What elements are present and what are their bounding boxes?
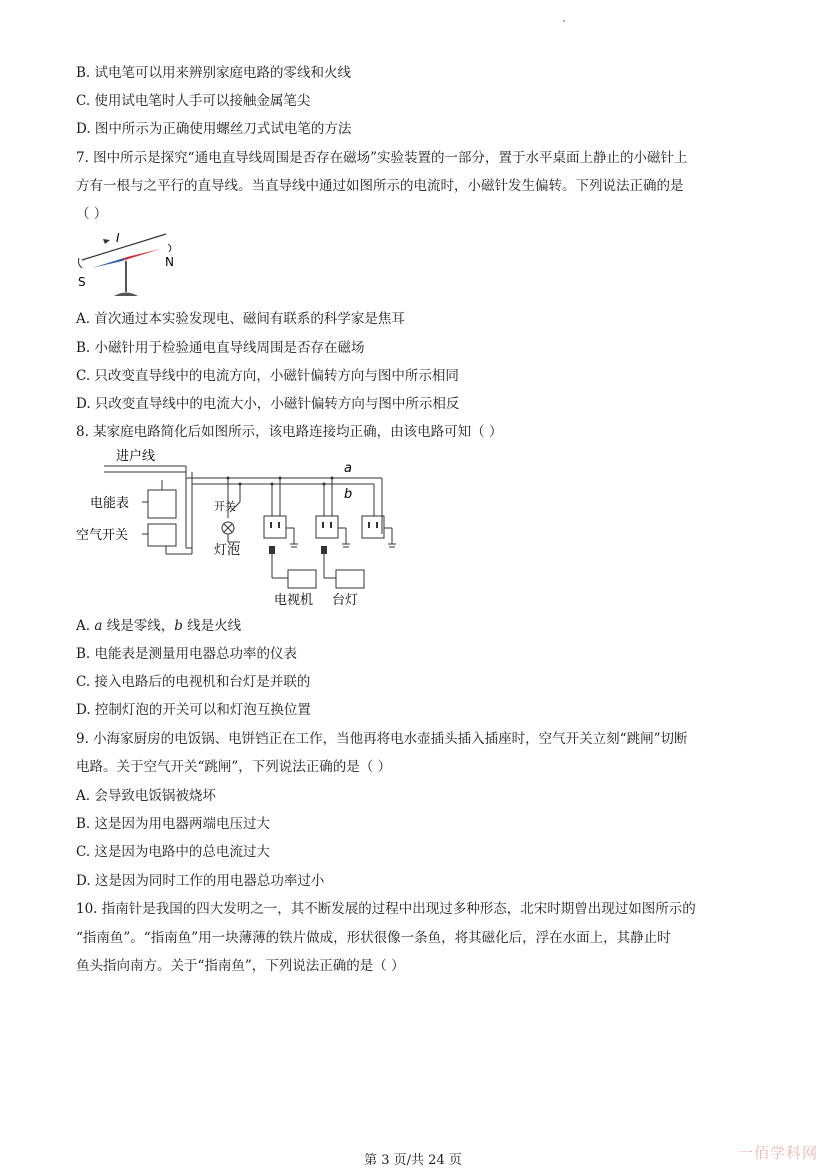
q7-option-c: C. 只改变直导线中的电流方向，小磁针偏转方向与图中所示相同 (76, 368, 459, 384)
q9-option-a: A. 会导致电饭锅被烧坏 (76, 788, 216, 804)
q7-compass-figure (70, 226, 190, 300)
bulb-label: 灯泡 (214, 543, 241, 558)
q8-option-a-suffix: 线是火线 (182, 618, 242, 634)
q10-stem-line3: 鱼头指向南方。关于“指南鱼”，下列说法正确的是（ ） (76, 958, 405, 974)
tv-box (288, 570, 316, 588)
switch-label: 开关 (214, 500, 236, 513)
q7-answer-blank: （ ） (76, 206, 108, 222)
q9-option-c: C. 这是因为电路中的总电流过大 (76, 844, 270, 860)
watermark: 一佰学科网 (737, 1144, 818, 1162)
q10-stem-line2: “指南鱼”。“指南鱼”用一块薄薄的铁片做成，形状很像一条鱼，将其磁化后，浮在水面上，其静止时 (76, 930, 671, 946)
q9-option-d: D. 这是因为同时工作的用电器总功率过小 (76, 873, 325, 889)
q7-option-b: B. 小磁针用于检验通电直导线周围是否存在磁场 (76, 340, 365, 356)
q9-stem-line1: 9. 小海家厨房的电饭锅、电饼铛正在工作，当他再将电水壶插头插入插座时，空气开关立刻“跳闸”切断 (76, 731, 688, 747)
q8-option-a (76, 617, 241, 635)
lamp-box (336, 570, 364, 588)
current-arrow (103, 239, 110, 244)
needle-south-half (92, 257, 127, 268)
socket-1 (264, 516, 286, 538)
south-rotation-arrow (78, 258, 82, 268)
q8-option-b: B. 电能表是测量用电器总功率的仪表 (76, 646, 298, 662)
meter-box (148, 490, 176, 518)
q10-stem-line1: 10. 指南针是我国的四大发明之一，其不断发展的过程中出现过多种形态，北宋时期曾出现过如图所示的 (76, 901, 696, 917)
q8-option-a-prefix: A. (76, 618, 95, 634)
q8-option-a-var-b: b (174, 618, 183, 634)
needle-north-half (122, 249, 160, 261)
north-label: N (165, 255, 174, 269)
incoming-line-label: 进户线 (116, 449, 156, 464)
meter-label: 电能表 (90, 496, 130, 511)
q7-option-d: D. 只改变直导线中的电流大小，小磁针偏转方向与图中所示相反 (76, 396, 460, 412)
straight-wire (82, 234, 166, 260)
q7-option-a: A. 首次通过本实验发现电、磁间有联系的科学家是焦耳 (76, 311, 405, 327)
scan-dot (563, 20, 565, 22)
needle-base (114, 293, 138, 297)
page-footer: 第 3 页/共 24 页 (364, 1153, 462, 1168)
lamp-label: 台灯 (332, 593, 359, 608)
north-rotation-arrow (168, 244, 171, 252)
q9-stem-line2: 电路。关于空气开关“跳闸”，下列说法正确的是（ ） (76, 759, 392, 775)
socket-2 (316, 516, 338, 538)
q7-stem-line1: 7. 图中所示是探究“通电直导线周围是否存在磁场”实验装置的一部分，置于水平桌面上静止的小磁针上 (76, 150, 688, 166)
breaker-box (148, 524, 176, 546)
q7-stem-line2: 方有一根与之平行的直导线。当直导线中通过如图所示的电流时，小磁针发生偏转。下列说法正确的是 (76, 178, 684, 194)
q8-stem: 8. 某家庭电路简化后如图所示，该电路连接均正确，由该电路可知（ ） (76, 424, 503, 440)
q9-option-b: B. 这是因为用电器两端电压过大 (76, 816, 271, 832)
q6-option-c: C. 使用试电笔时人手可以接触金属笔尖 (76, 93, 311, 109)
q8-option-a-mid: 线是零线， (102, 618, 175, 634)
breaker-label: 空气开关 (76, 528, 129, 543)
q6-option-d: D. 图中所示为正确使用螺丝刀式试电笔的方法 (76, 121, 352, 137)
q8-option-a-var-a: a (94, 618, 103, 634)
tv-label: 电视机 (274, 593, 314, 608)
wire-b-label: b (344, 487, 353, 502)
socket-3 (362, 516, 384, 538)
q8-option-c: C. 接入电路后的电视机和台灯是并联的 (76, 674, 311, 690)
current-label: I (116, 231, 120, 245)
wire-a-label: a (344, 461, 352, 476)
q6-option-b: B. 试电笔可以用来辨别家庭电路的零线和火线 (76, 65, 352, 81)
q8-circuit-figure (76, 444, 412, 610)
q8-option-d: D. 控制灯泡的开关可以和灯泡互换位置 (76, 702, 311, 718)
south-label: S (78, 275, 86, 289)
